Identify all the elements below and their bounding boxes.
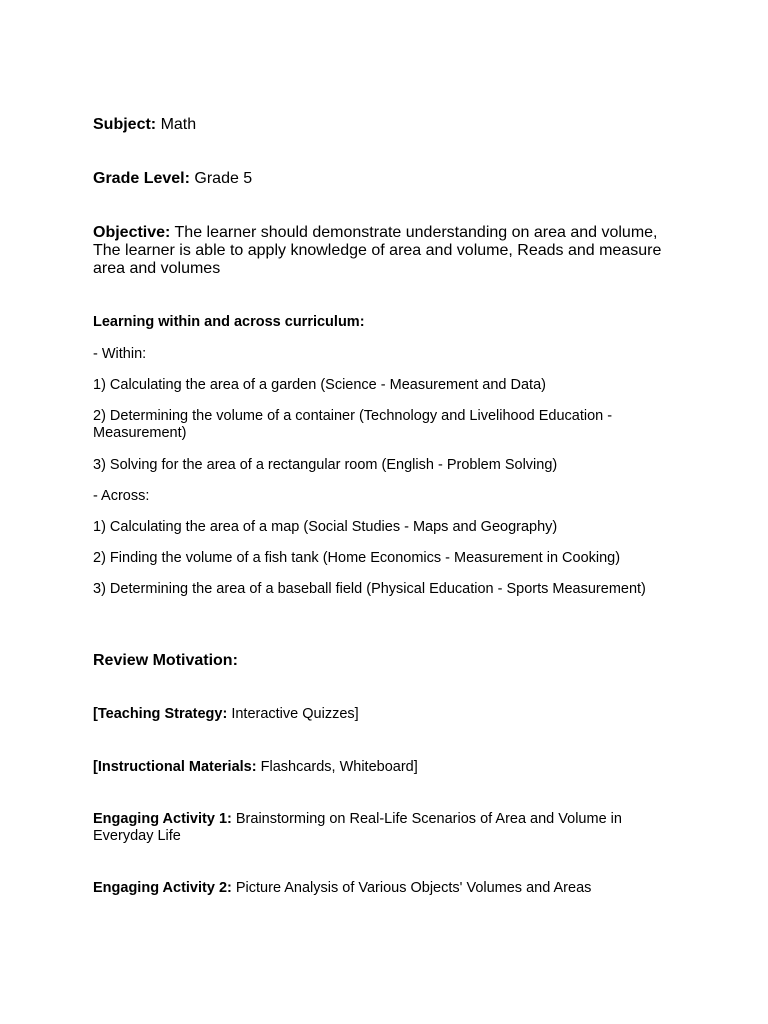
objective-value: The learner should demonstrate understanding on area and volume, The learner is able to apply knowledge of area and volume, Reads and measure area and volumes	[93, 224, 662, 277]
instructional-materials-line	[93, 759, 673, 776]
engaging-activity-2	[93, 880, 673, 897]
teaching-strategy-label: [Teaching Strategy:	[93, 706, 228, 722]
within-item-3: 3) Solving for the area of a rectangular room (English - Problem Solving)	[93, 457, 558, 473]
across-item-1: 1) Calculating the area of a map (Social Studies - Maps and Geography)	[93, 519, 558, 535]
grade-level-label: Grade Level:	[93, 170, 190, 187]
curriculum-heading: Learning within and across curriculum:	[93, 314, 365, 330]
engaging-activity-1	[93, 811, 673, 845]
within-label: - Within:	[93, 346, 147, 362]
objective-paragraph	[93, 224, 673, 278]
subject-label: Subject:	[93, 116, 157, 133]
engaging-activity-1-label: Engaging Activity 1:	[93, 811, 232, 827]
engaging-activity-2-value: Picture Analysis of Various Objects' Volumes and Areas	[235, 880, 592, 896]
within-item-1: 1) Calculating the area of a garden (Science - Measurement and Data)	[93, 377, 546, 393]
teaching-strategy-value: Interactive Quizzes]	[231, 706, 359, 722]
subject-value: Math	[160, 116, 197, 133]
across-item-2: 2) Finding the volume of a fish tank (Home Economics - Measurement in Cooking)	[93, 550, 621, 566]
grade-level-value: Grade 5	[194, 170, 253, 187]
review-motivation-heading: Review Motivation:	[93, 652, 238, 669]
instructional-materials-value: Flashcards, Whiteboard]	[260, 759, 418, 775]
within-item-2: 2) Determining the volume of a container (Technology and Livelihood Education - Measurement)	[93, 408, 613, 441]
subject-line	[93, 116, 673, 134]
across-item-3: 3) Determining the area of a baseball field (Physical Education - Sports Measurement)	[93, 581, 646, 597]
engaging-activity-1-value: Brainstorming on Real-Life Scenarios of Area and Volume in Everyday Life	[93, 811, 622, 844]
engaging-activity-2-label: Engaging Activity 2:	[93, 880, 232, 896]
teaching-strategy-line	[93, 706, 673, 723]
grade-level-line	[93, 170, 673, 188]
across-label: - Across:	[93, 488, 150, 504]
objective-label: Objective:	[93, 224, 171, 241]
instructional-materials-label: [Instructional Materials:	[93, 759, 257, 775]
